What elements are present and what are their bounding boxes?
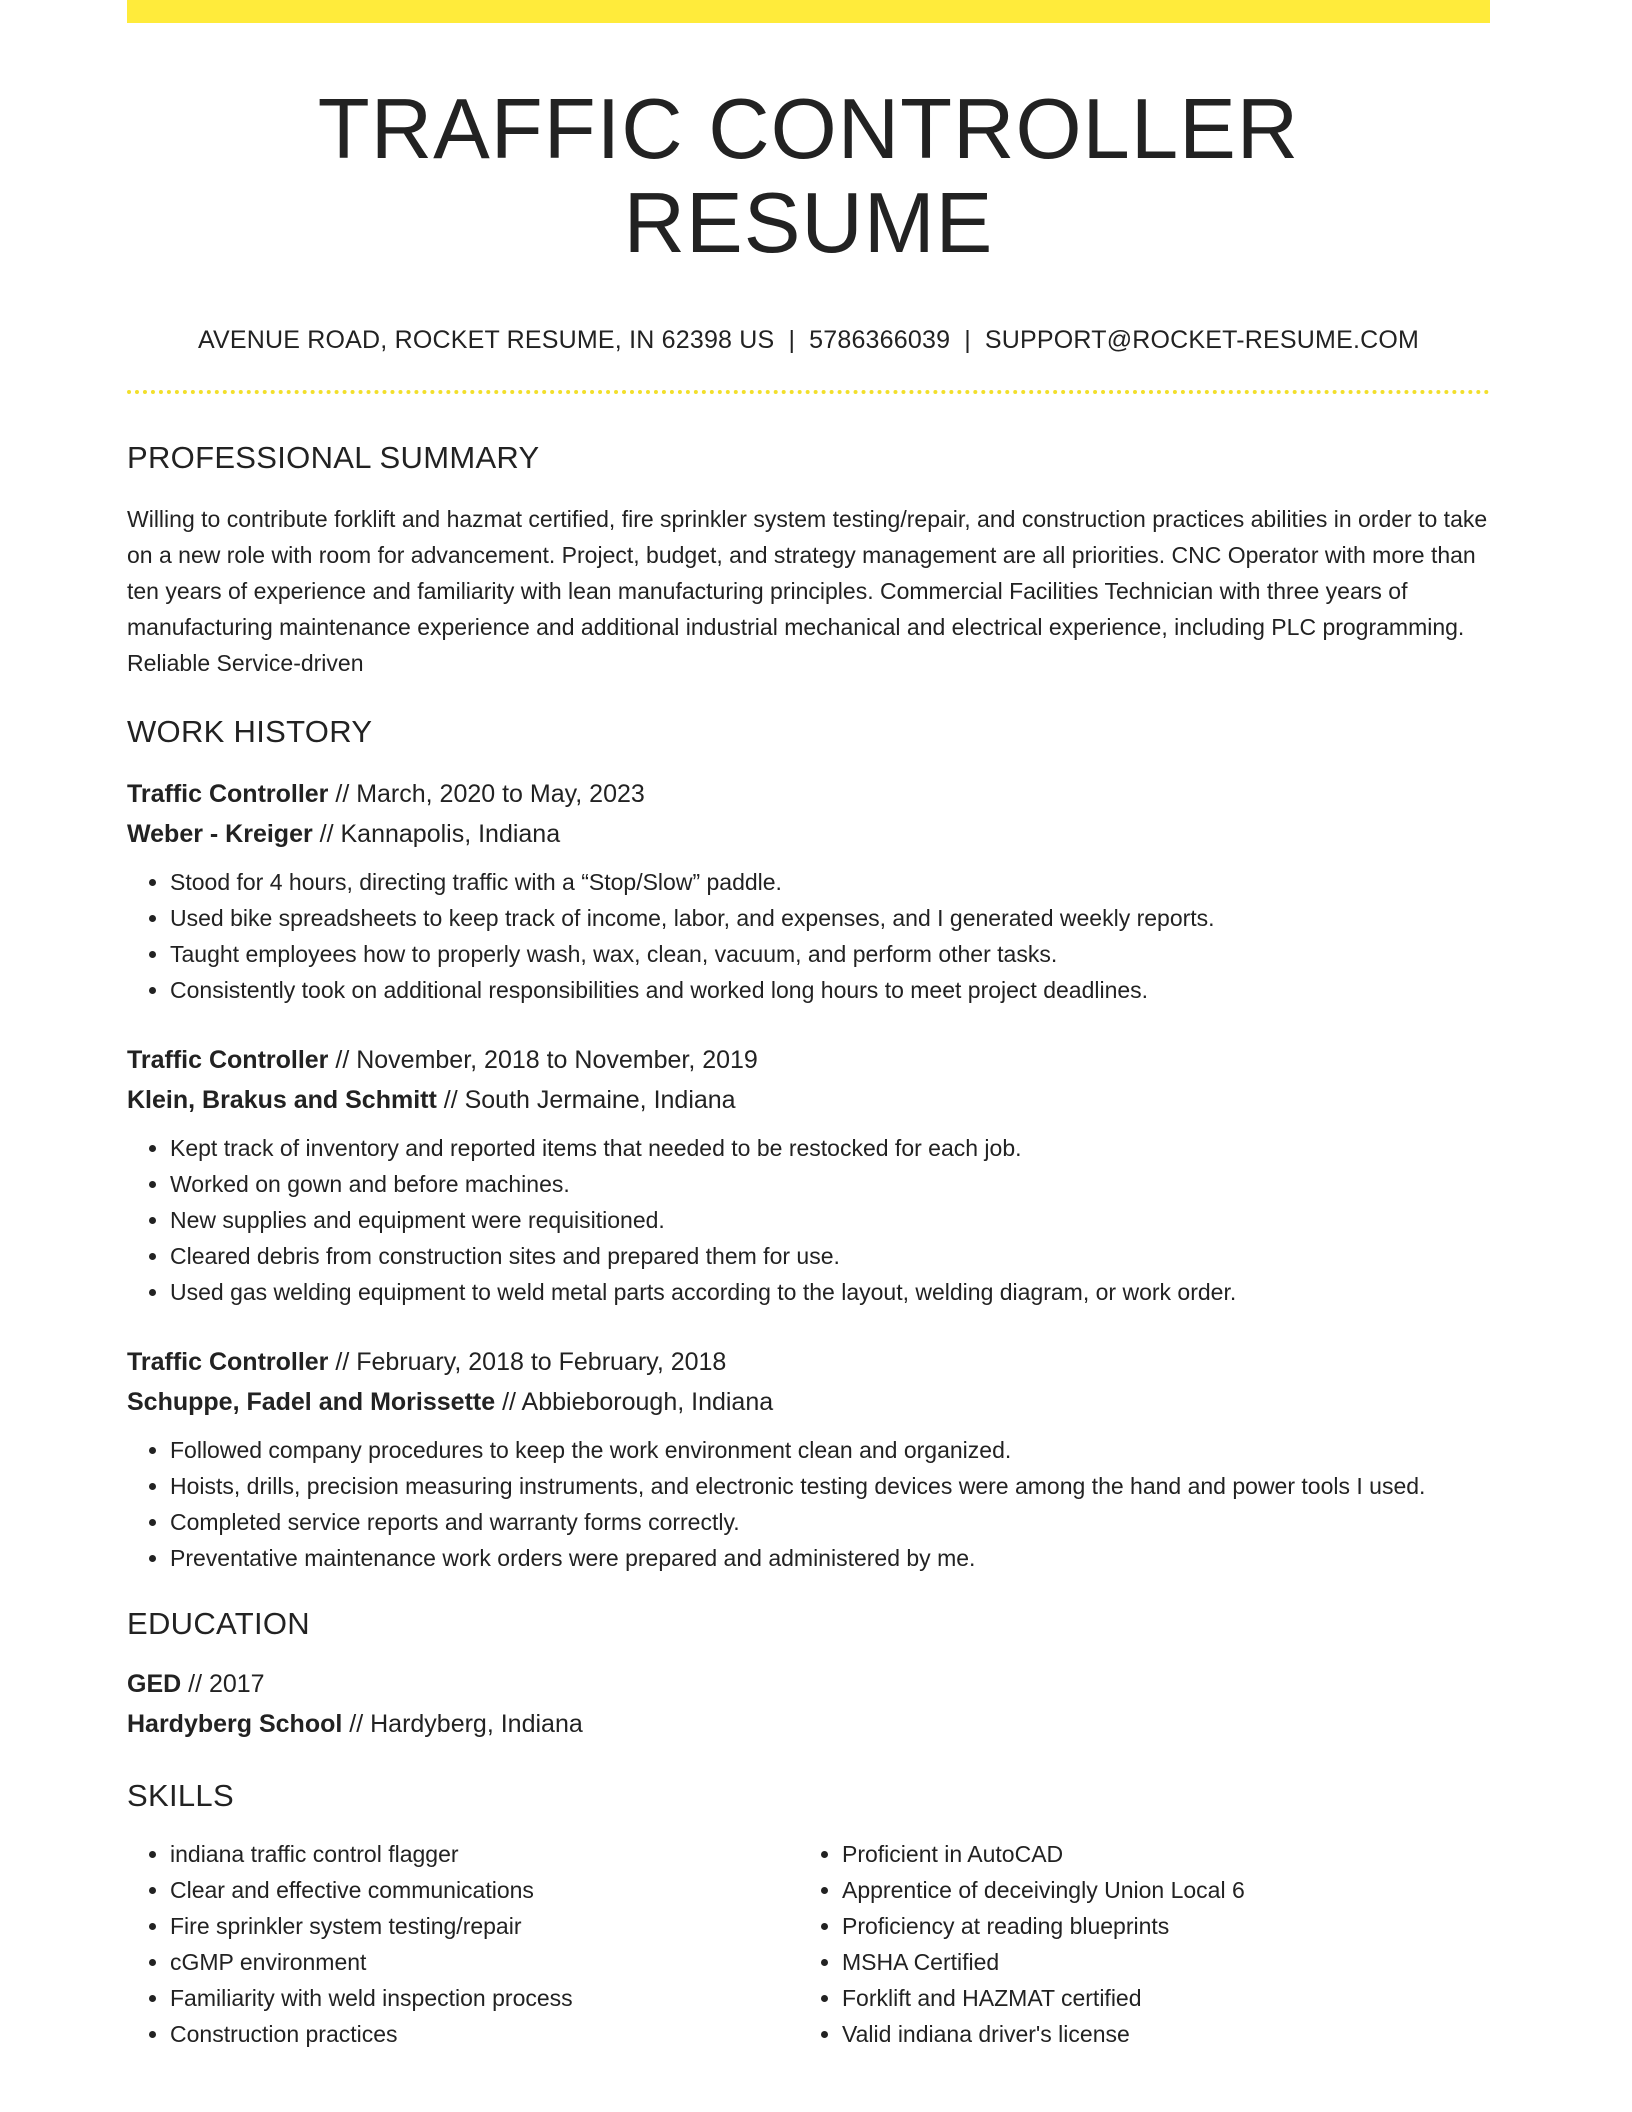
skill-item: • Proficiency at reading blueprints	[842, 1908, 1490, 1944]
school-line	[127, 1704, 1490, 1744]
skills-right-column	[799, 1836, 1490, 2052]
degree: GED	[127, 1670, 182, 1698]
job-title-line	[127, 1040, 1490, 1080]
job-company: Schuppe, Fadel and Morissette	[127, 1388, 496, 1416]
contact-separator: |	[964, 326, 971, 354]
job-bullet: • New supplies and equipment were requisitioned.	[170, 1202, 1490, 1238]
job-company-line	[127, 1080, 1490, 1120]
education-section	[127, 1606, 1490, 1744]
school-name: Hardyberg School	[127, 1710, 343, 1738]
job-bullets	[127, 1432, 1490, 1576]
job-dates: // March, 2020 to May, 2023	[328, 780, 645, 808]
job-title: Traffic Controller	[127, 780, 329, 808]
job-bullet: • Completed service reports and warranty forms correctly.	[170, 1504, 1490, 1540]
job-bullet: • Hoists, drills, precision measuring instruments, and electronic testing devices were among the hand and power tools I used.	[170, 1468, 1490, 1504]
job-entry	[127, 1342, 1490, 1576]
job-bullet: • Stood for 4 hours, directing traffic with a “Stop/Slow” paddle.	[170, 864, 1490, 900]
contact-address: AVENUE ROAD, ROCKET RESUME, IN 62398 US	[197, 326, 775, 354]
degree-year: // 2017	[181, 1670, 265, 1698]
skill-item: • MSHA Certified	[842, 1944, 1490, 1980]
skill-item: • Valid indiana driver's license	[842, 2016, 1490, 2052]
job-company-line	[127, 814, 1490, 854]
resume-title: TRAFFIC CONTROLLER RESUME	[317, 82, 1300, 271]
job-bullet: • Worked on gown and before machines.	[170, 1166, 1490, 1202]
skill-item: • Familiarity with weld inspection process	[170, 1980, 799, 2016]
skill-item: • cGMP environment	[170, 1944, 799, 1980]
job-location: // South Jermaine, Indiana	[436, 1086, 736, 1114]
skill-item: • Proficient in AutoCAD	[842, 1836, 1490, 1872]
job-entry	[127, 1040, 1490, 1310]
job-title: Traffic Controller	[127, 1046, 329, 1074]
contact-email: SUPPORT@ROCKET-RESUME.COM	[984, 326, 1420, 354]
job-title: Traffic Controller	[127, 1348, 329, 1376]
skills-columns	[127, 1836, 1490, 2052]
job-bullet: • Kept track of inventory and reported items that needed to be restocked for each job.	[170, 1130, 1490, 1166]
education-heading: EDUCATION	[127, 1606, 310, 1641]
summary-heading: PROFESSIONAL SUMMARY	[127, 440, 540, 475]
skill-item: • Forklift and HAZMAT certified	[842, 1980, 1490, 2016]
skill-item: • Clear and effective communications	[170, 1872, 799, 1908]
job-dates: // February, 2018 to February, 2018	[328, 1348, 727, 1376]
job-title-line	[127, 774, 1490, 814]
degree-line	[127, 1664, 1490, 1704]
skill-item: • indiana traffic control flagger	[170, 1836, 799, 1872]
job-company: Klein, Brakus and Schmitt	[127, 1086, 437, 1114]
skill-item: • Apprentice of deceivingly Union Local 6	[842, 1872, 1490, 1908]
job-bullet: • Cleared debris from construction sites and prepared them for use.	[170, 1238, 1490, 1274]
job-bullet: • Consistently took on additional responsibilities and worked long hours to meet project deadlines.	[170, 972, 1490, 1008]
job-bullet: • Taught employees how to properly wash, wax, clean, vacuum, and perform other tasks.	[170, 936, 1490, 972]
work-history-heading: WORK HISTORY	[127, 714, 373, 749]
dotted-divider	[127, 390, 1490, 394]
job-dates: // November, 2018 to November, 2019	[328, 1046, 758, 1074]
job-location: // Kannapolis, Indiana	[312, 820, 561, 848]
skills-left-column	[127, 1836, 799, 2052]
job-title-line	[127, 1342, 1490, 1382]
school-location: // Hardyberg, Indiana	[342, 1710, 583, 1738]
job-bullet: • Preventative maintenance work orders were prepared and administered by me.	[170, 1540, 1490, 1576]
skills-section	[127, 1778, 1490, 2052]
job-bullets	[127, 1130, 1490, 1310]
summary-text: Willing to contribute forklift and hazmat certified, fire sprinkler system testing/repair, and construction practices abilities in order to take on a new role with room for advancement. Project, budget, and strategy management are all priorities. CNC Operator with more than ten years of experience and familiarity with lean manufacturing principles. Commercial Facilities Technician with three years of manufacturing maintenance experience and additional industrial mechanical and electrical experience, including PLC programming. Reliable Service-driven	[127, 506, 1488, 676]
job-bullet: • Used gas welding equipment to weld metal parts according to the layout, welding diagram, or work order.	[170, 1274, 1490, 1310]
job-bullets	[127, 864, 1490, 1008]
resume-page	[127, 0, 1490, 2052]
accent-top-bar	[127, 0, 1490, 23]
education-entry	[127, 1664, 1490, 1744]
job-company-line	[127, 1382, 1490, 1422]
job-location: // Abbieborough, Indiana	[495, 1388, 774, 1416]
summary-section	[127, 440, 1490, 681]
skill-item: • Fire sprinkler system testing/repair	[170, 1908, 799, 1944]
contact-separator: |	[788, 326, 796, 354]
work-history-section	[127, 714, 1490, 1576]
skills-heading: SKILLS	[127, 1778, 234, 1813]
job-bullet: • Used bike spreadsheets to keep track of income, labor, and expenses, and I generated weekly reports.	[170, 900, 1490, 936]
job-entry	[127, 774, 1490, 1008]
job-bullet: • Followed company procedures to keep the work environment clean and organized.	[170, 1432, 1490, 1468]
skill-item: • Construction practices	[170, 2016, 799, 2052]
contact-line	[127, 326, 1490, 355]
contact-phone: 5786366039	[809, 326, 951, 354]
job-company: Weber - Kreiger	[127, 820, 313, 848]
